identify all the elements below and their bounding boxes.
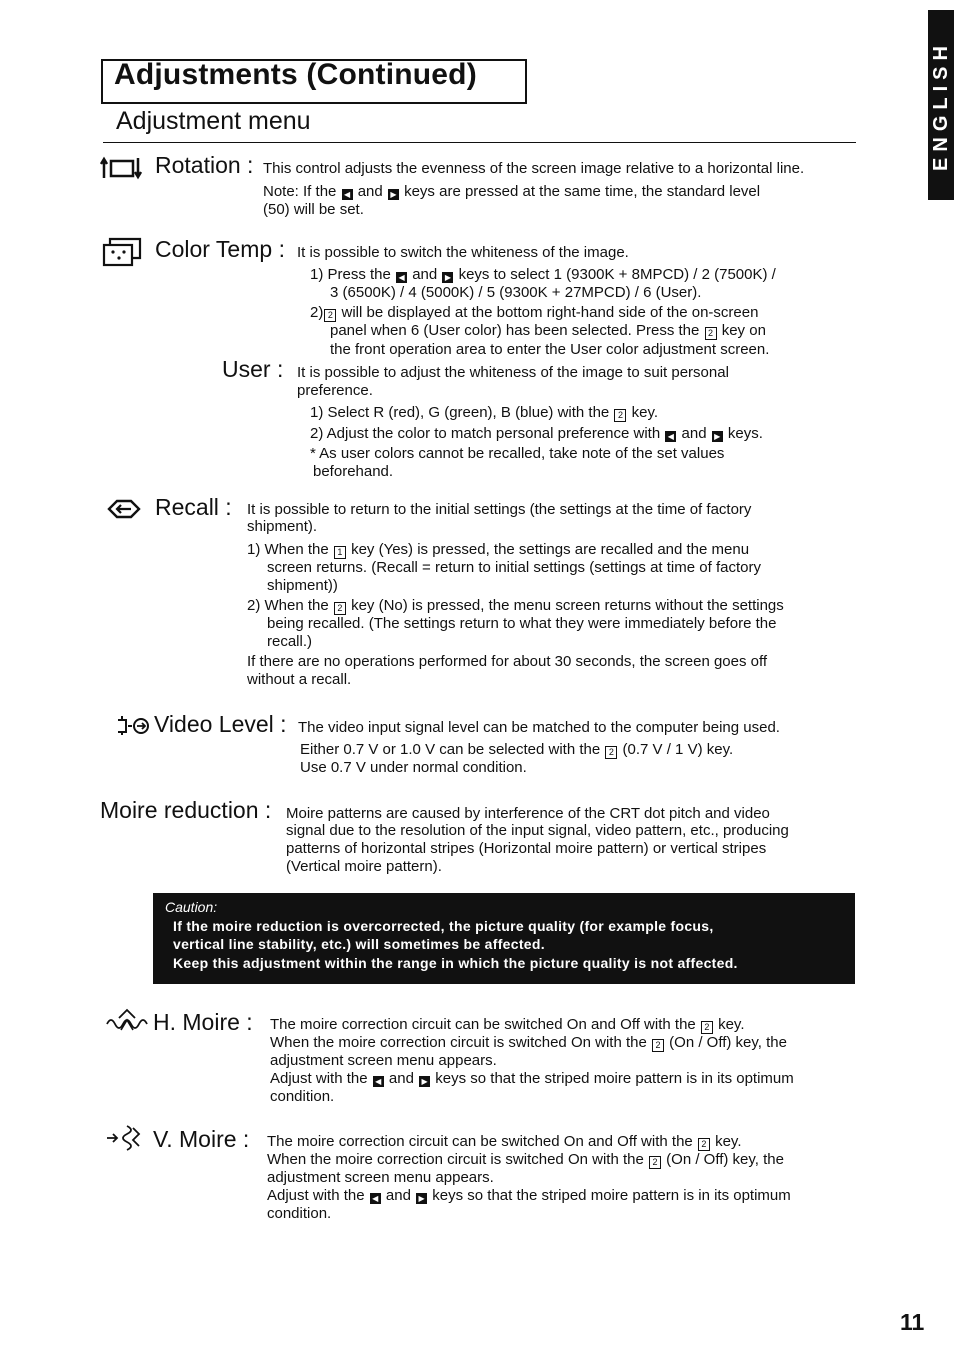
recall-item2 [247, 597, 784, 615]
h-moire-line3: adjustment screen menu appears. [270, 1052, 497, 1069]
recall-item1-cont2: shipment)) [267, 577, 338, 594]
recall-icon [105, 495, 145, 525]
color-temp-item1-text-b: keys to select 1 (9300K + 8MPCD) / 2 (7500K) / [458, 266, 776, 283]
h-moire-line1 [270, 1016, 745, 1034]
recall-item2-text-b: key (No) is pressed, the menu screen returns without the settings [351, 597, 784, 614]
key-2-icon: 2 [649, 1156, 661, 1169]
v-moire-line2-text-a: When the moire correction circuit is switched On with the [267, 1151, 644, 1168]
user-note: * As user colors cannot be recalled, take note of the set values [310, 445, 725, 462]
rotation-label: Rotation : [155, 152, 254, 178]
user-item1-text: 1) Select R (red), G (green), B (blue) with the [310, 404, 610, 421]
key-2-icon: 2 [605, 746, 617, 759]
recall-item1 [247, 541, 749, 559]
v-moire-line2 [267, 1151, 784, 1169]
user-note-cont: beforehand. [313, 463, 394, 480]
v-moire-line2-text-b: (On / Off) key, the [666, 1151, 784, 1168]
h-moire-line2-text-a: When the moire correction circuit is switched On with the [270, 1034, 647, 1051]
v-moire-line4-text-b: keys so that the striped moire pattern is in its optimum [432, 1187, 791, 1204]
user-item1 [310, 404, 658, 422]
color-temp-item2-text-d: key on [721, 322, 766, 339]
rotation-desc: This control adjusts the evenness of the screen image relative to a horizontal line. [263, 160, 805, 177]
key-2-icon: 2 [698, 1138, 710, 1151]
key-2-icon: 2 [334, 602, 346, 615]
v-moire-line1 [267, 1133, 742, 1151]
v-moire-line5: condition. [267, 1205, 332, 1222]
user-desc: It is possible to adjust the whiteness of the image to suit personal [297, 364, 729, 381]
recall-label: Recall : [155, 494, 232, 520]
key-2-icon: 2 [652, 1039, 664, 1052]
color-temp-item2-text: will be displayed at the bottom right-hand side of the on-screen [341, 304, 759, 321]
rotation-note-line1 [263, 183, 760, 200]
caution-heading: Caution: [165, 899, 218, 915]
video-level-desc: The video input signal level can be matched to the computer being used. [298, 719, 780, 736]
caution-line-1: If the moire reduction is overcorrected, the picture quality (for example focus, [173, 918, 714, 934]
language-tab-label-wrap [928, 10, 954, 200]
video-level-line3: Use 0.7 V under normal condition. [300, 759, 527, 776]
moire-desc-4: (Vertical moire pattern). [286, 858, 442, 875]
page-number: 11 [900, 1309, 925, 1335]
rotation-note-and: and [357, 183, 383, 200]
recall-desc-cont: shipment). [247, 518, 318, 535]
user-desc-cont: preference. [297, 382, 373, 399]
moire-desc-1: Moire patterns are caused by interference of the CRT dot pitch and video [286, 805, 770, 822]
recall-item1-cont: screen returns. (Recall = return to initial settings (settings at time of factory [267, 559, 761, 576]
right-arrow-key-icon: ▶ [419, 1076, 430, 1087]
key-2-icon: 2 [614, 409, 626, 422]
v-moire-line4-and: and [385, 1187, 411, 1204]
recall-footnote: If there are no operations performed for about 30 seconds, the screen goes off [247, 653, 768, 670]
rotation-note-text-b: keys are pressed at the same time, the standard level [404, 183, 761, 200]
h-moire-line1-key-word: key. [718, 1016, 745, 1033]
rotation-note-text-a: Note: If the [263, 183, 337, 200]
user-item2-and: and [681, 425, 707, 442]
video-level-label: Video Level : [154, 711, 287, 737]
recall-item2-cont: being recalled. (The settings return to what they were immediately before the [267, 615, 777, 632]
key-2-icon: 2 [324, 309, 336, 322]
recall-item1-text-b: key (Yes) is pressed, the settings are recalled and the menu [351, 541, 750, 558]
user-item2-text: 2) Adjust the color to match personal preference with [310, 425, 661, 442]
moire-reduction-label: Moire reduction : [100, 797, 272, 823]
recall-desc: It is possible to return to the initial settings (the settings at the time of factory [247, 501, 752, 518]
color-temp-item2-num: 2) [310, 304, 324, 321]
h-moire-line4-text-b: keys so that the striped moire pattern is in its optimum [435, 1070, 794, 1087]
recall-item1-text-a: 1) When the [247, 541, 329, 558]
color-temp-icon [102, 236, 146, 268]
language-tab-label: ENGLISH [929, 39, 952, 171]
color-temp-item2-text-c: panel when 6 (User color) has been selected. Press the [330, 322, 700, 339]
h-moire-line2 [270, 1034, 787, 1052]
rotation-note-line2: (50) will be set. [263, 201, 364, 218]
left-arrow-key-icon: ◀ [396, 272, 407, 283]
key-2-icon: 2 [705, 327, 717, 340]
v-moire-line1-key-word: key. [715, 1133, 742, 1150]
v-moire-line4-text-a: Adjust with the [267, 1187, 365, 1204]
moire-desc-3: patterns of horizontal stripes (Horizontal moire pattern) or vertical stripes [286, 840, 767, 857]
recall-footnote-cont: without a recall. [247, 671, 352, 688]
left-arrow-key-icon: ◀ [665, 431, 676, 442]
user-item2-keys-word: keys. [727, 425, 763, 442]
left-arrow-key-icon: ◀ [342, 189, 353, 200]
color-temp-label: Color Temp : [155, 236, 285, 262]
h-moire-line5: condition. [270, 1088, 335, 1105]
user-item2 [310, 425, 763, 442]
h-moire-icon [105, 1008, 149, 1032]
color-temp-item2-cont2: the front operation area to enter the User color adjustment screen. [330, 341, 770, 358]
h-moire-label: H. Moire : [153, 1009, 253, 1035]
h-moire-line1-text: The moire correction circuit can be switched On and Off with the [270, 1016, 696, 1033]
recall-item2-cont2: recall.) [267, 633, 313, 650]
user-label: User : [222, 356, 284, 382]
video-level-line2-text-b: (0.7 V / 1 V) key. [622, 741, 734, 758]
v-moire-line1-text: The moire correction circuit can be switched On and Off with the [267, 1133, 693, 1150]
user-item1-key-word: key. [631, 404, 659, 421]
h-moire-line2-text-b: (On / Off) key, the [669, 1034, 787, 1051]
page-title: Adjustments (Continued) [114, 58, 477, 91]
caution-line-2: vertical line stability, etc.) will sometimes be affected. [173, 936, 545, 952]
h-moire-line4 [270, 1070, 794, 1087]
color-temp-item2-cont [330, 322, 766, 340]
rotation-icon [100, 156, 148, 180]
h-moire-line4-text-a: Adjust with the [270, 1070, 368, 1087]
right-arrow-key-icon: ▶ [442, 272, 453, 283]
color-temp-item2 [310, 304, 758, 322]
color-temp-item1-and: and [412, 266, 438, 283]
header-divider [103, 142, 856, 143]
video-level-line2-text-a: Either 0.7 V or 1.0 V can be selected with the [300, 741, 601, 758]
color-temp-item1-cont: 3 (6500K) / 4 (5000K) / 5 (9300K + 27MPCD) / 6 (User). [330, 284, 702, 301]
v-moire-line3: adjustment screen menu appears. [267, 1169, 494, 1186]
right-arrow-key-icon: ▶ [712, 431, 723, 442]
video-level-line2 [300, 741, 733, 759]
color-temp-item1-text-a: 1) Press the [310, 266, 391, 283]
video-level-icon [116, 714, 150, 736]
color-temp-item1 [310, 266, 776, 283]
key-1-icon: 1 [334, 546, 346, 559]
moire-desc-2: signal due to the resolution of the input signal, video pattern, etc., producing [286, 822, 789, 839]
right-arrow-key-icon: ▶ [416, 1193, 427, 1204]
recall-item2-text-a: 2) When the [247, 597, 329, 614]
left-arrow-key-icon: ◀ [373, 1076, 384, 1087]
v-moire-label: V. Moire : [153, 1126, 250, 1152]
v-moire-icon [105, 1124, 149, 1154]
right-arrow-key-icon: ▶ [388, 189, 399, 200]
color-temp-desc: It is possible to switch the whiteness of the image. [297, 244, 629, 261]
section-subtitle: Adjustment menu [116, 107, 311, 135]
left-arrow-key-icon: ◀ [370, 1193, 381, 1204]
key-2-icon: 2 [701, 1021, 713, 1034]
caution-line-3: Keep this adjustment within the range in which the picture quality is not affected. [173, 955, 738, 971]
v-moire-line4 [267, 1187, 791, 1204]
h-moire-line4-and: and [388, 1070, 414, 1087]
